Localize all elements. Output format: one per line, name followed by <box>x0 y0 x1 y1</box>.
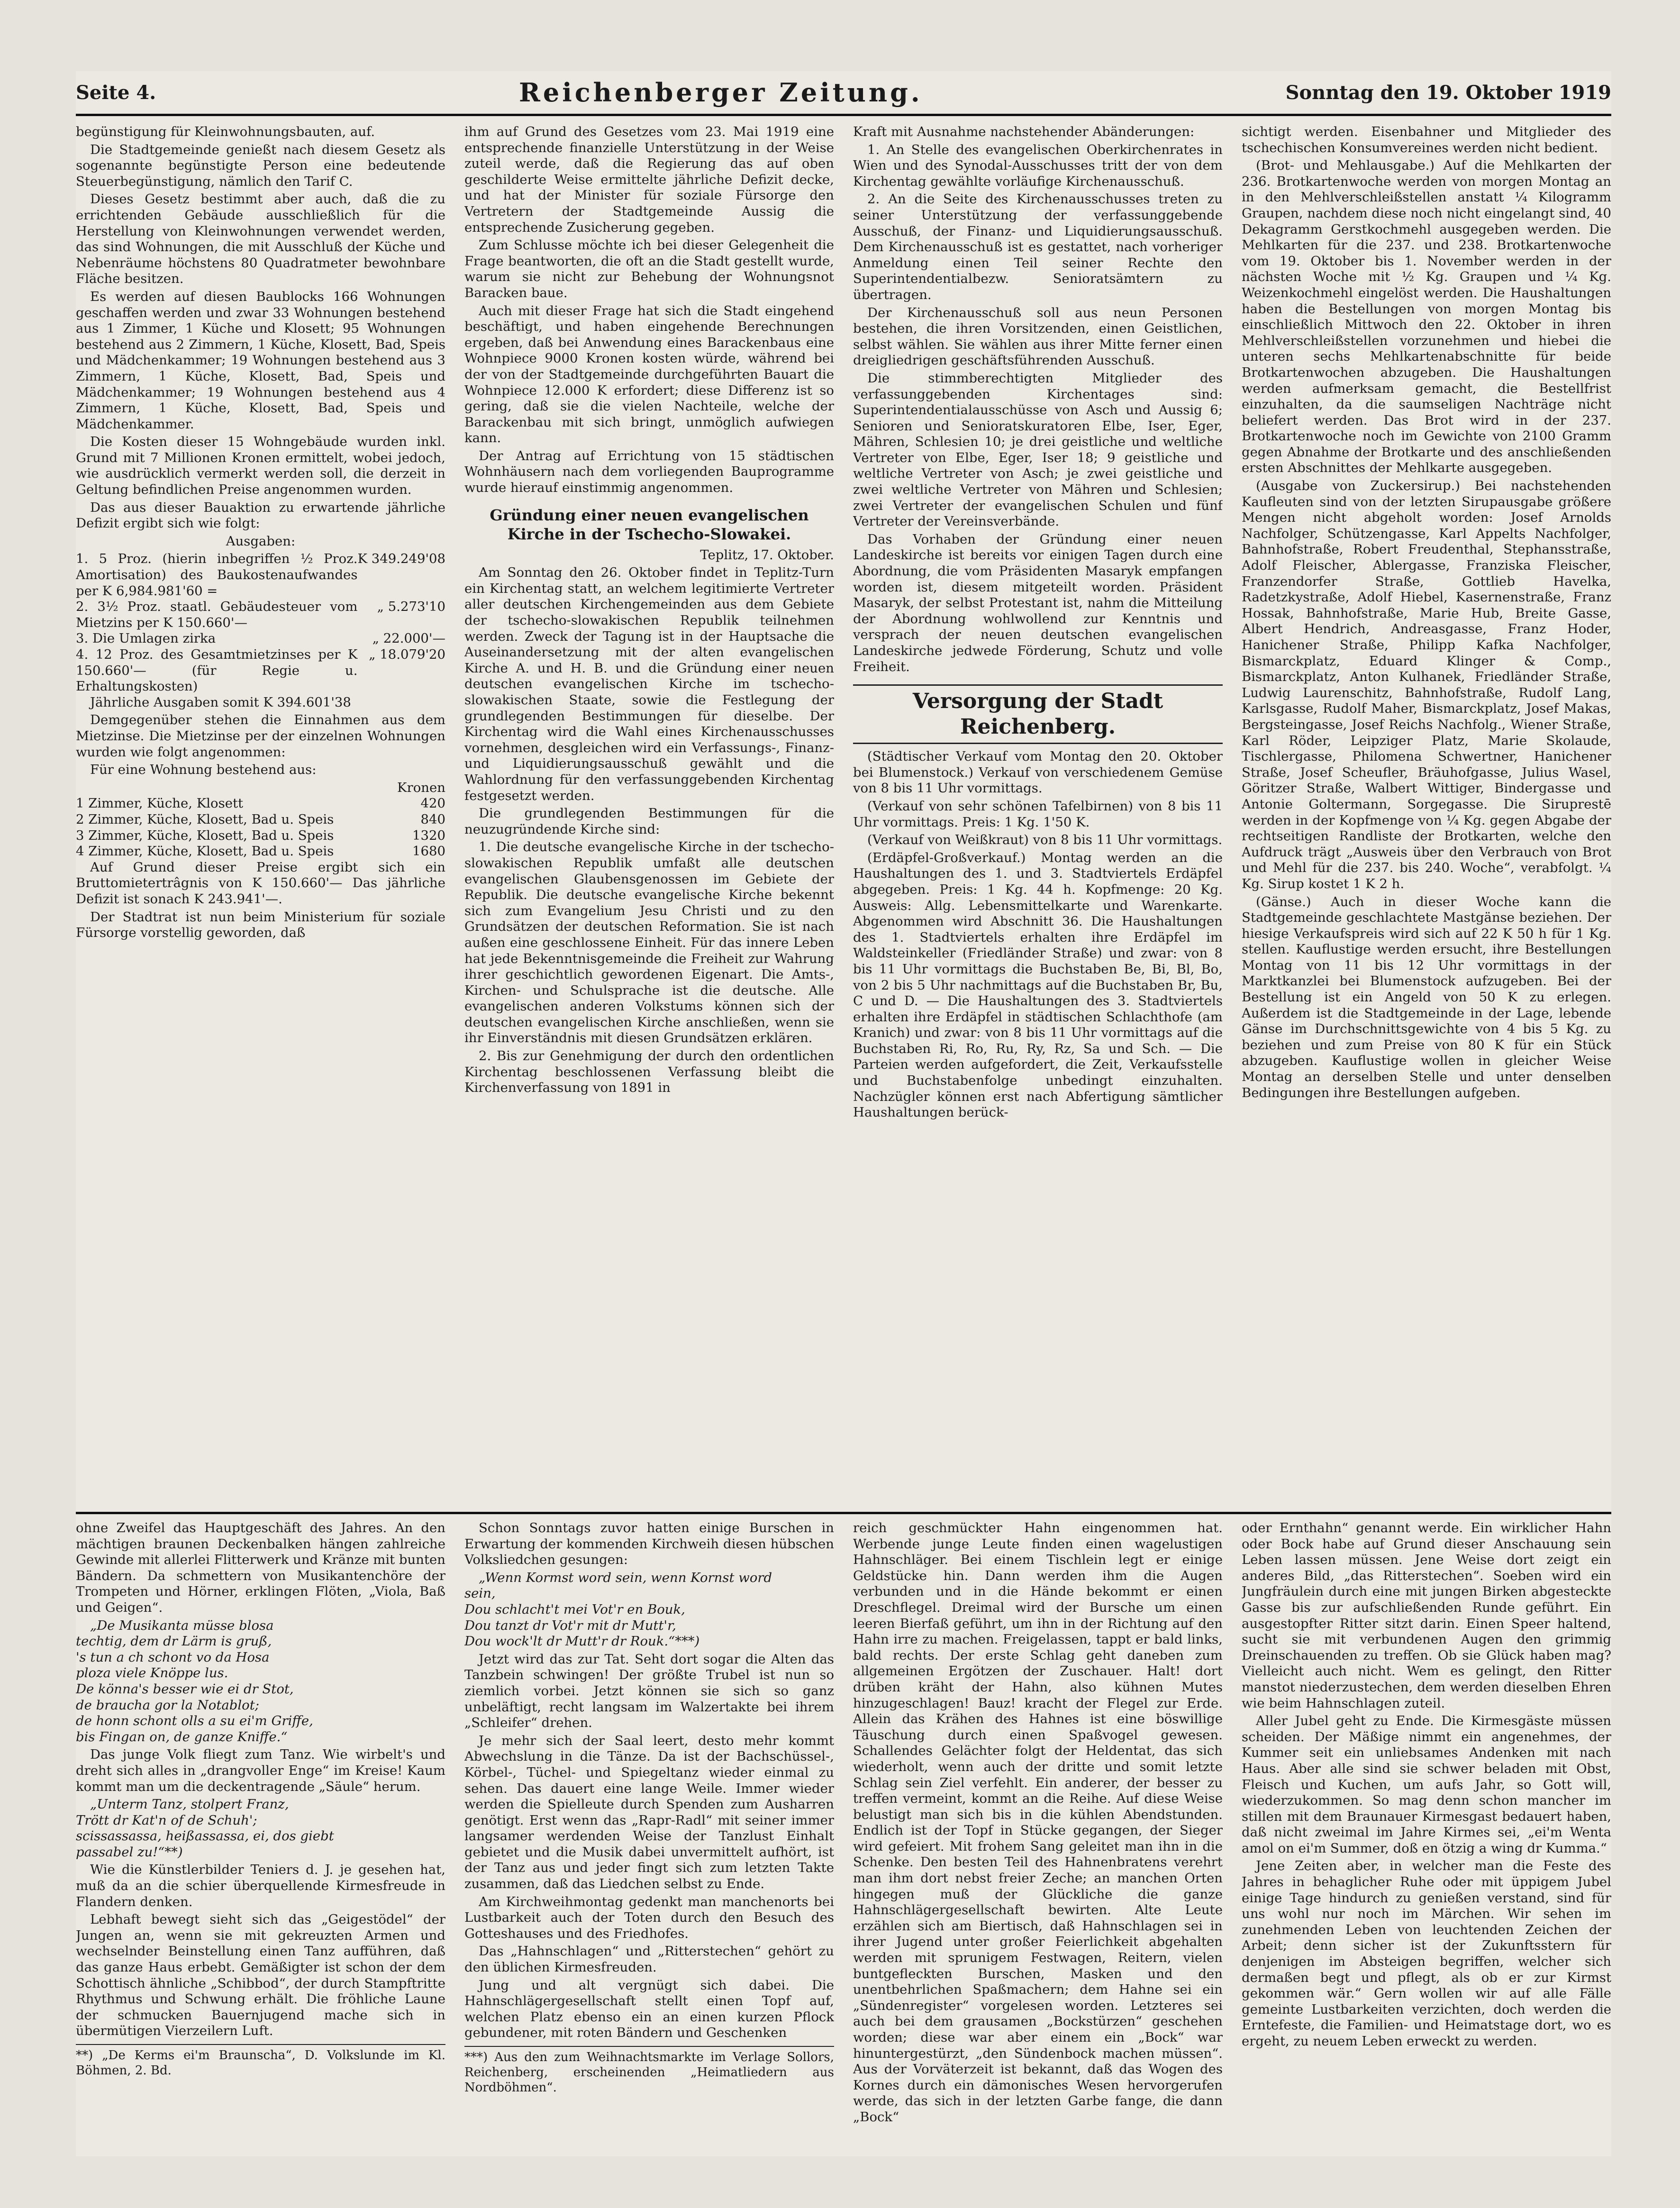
issue-date: Sonntag den 19. Oktober 1919 <box>1285 81 1611 104</box>
paragraph: (Verkauf von Weißkraut) von 8 bis 11 Uhr vormittags. <box>867 832 1223 848</box>
verse: „De Musikanta müsse blosa techtig, dem dr Lärm is gruß, 's tun a ch schont vo da Hosa ploza viele Knöppe lus. De könna's besser wie ei dr Stot, de braucha gor la Notablot; de honn schont olls a su ei'm Griffe, bis Fingan on, de ganze Kniffe.“ <box>76 1617 313 1745</box>
feuilleton-column-3 <box>853 1520 1223 2155</box>
paragraph: Am Sonntag den 26. Oktober findet in Teplitz-Turn ein Kirchentag statt, an welchem legitimierte Vertreter aller deutschen Kirchengemeinden aus dem Gebiete der tschecho-slowakischen Republik teilnehmen werden. Zweck der Tagung ist in der Hauptsache die Auseinandersetzung mit der alten evangelischen Kirche A. und H. B. und die Gründung einer neuen deutschen evangelischen Kirche im tschecho-slowakischen Staate, sowie die Festlegung der grundlegenden Bestimmungen für dieselbe. Der Kirchentag wird die Wahl eines Kirchenausschusses vornehmen, desgleichen wird ein Verfassungs-, Finanz- und Liquidierungsausschuß gewählt und die Wahlordnung für den verfassunggebenden Kirchentag festgesetzt werden. <box>464 565 834 803</box>
table-cell: „ 18.079'20 <box>369 647 445 662</box>
footnote: **) „De Kerms ei'm Braunscha“, D. Volkslunde im Kl. Böhmen, 2. Bd. <box>76 2044 445 2078</box>
paragraph: Das aus dieser Bauaktion zu erwartende jährliche Defizit ergibt sich wie folgt: <box>76 500 445 531</box>
paragraph: Das Vorhaben der Gründung einer neuen Landeskirche ist bereits vor einigen Tagen durch eine Abordnung, die vom Präsidenten Masaryk empfangen worden ist, diesem mitgeteilt worden. Präsident Masaryk, der selbst Protestant ist, nahm die Mitteilung der Abordnung wohlwollend zur Kenntnis und versprach der neuen deutschen evangelischen Landeskirche jedwede Förderung, Schutz und volle Freiheit. <box>853 531 1223 674</box>
paragraph: oder Ernthahn“ genannt werde. Ein wirklicher Hahn oder Bock habe auf Grund dieser Anschauung sein Leben lassen müssen. Jene Weise dort zeigt ein anderes Bild, „das Ritterstechen“. Soeben wird ein Jungfräulein durch eine mit jungen Birken abgesteckte Gasse bis zur aufschließenden Runde geführt. Ein ausgestopfter Ritter sitzt darin. Einen Speer haltend, sucht sie mit verbundenen Augen den grimmig Dreinschauenden zu treffen. Ob sie Glück haben mag? Vielleicht auch nicht. Wem es gelingt, den Ritter manstot niederzustechen, dem werden dieselben Ehren wie beim Hahnschlagen zuteil. <box>1242 1520 1611 1711</box>
paragraph: Der Antrag auf Errichtung von 15 städtischen Wohnhäusern nach dem vorliegenden Bauprogramme wurde hierauf einstimmig angenommen. <box>464 448 834 496</box>
paragraph: Es werden auf diesen Baublocks 166 Wohnungen geschaffen werden und zwar 33 Wohnungen bestehend aus 1 Zimmer, 1 Küche und Klosett; 95 Wohnungen bestehend aus 2 Zimmern, 1 Küche, Klosett, Bad, Speis und Mädchenkammer; 19 Wohnungen bestehend aus 3 Zimmern, 1 Küche, Klosett, Bad, Speis und Mädchenkammer; 19 Wohnungen bestehend aus 4 Zimmern, 1 Küche, Klosett, Bad, Speis und Mädchenkammer. <box>76 289 445 432</box>
table-cell: 3 Zimmer, Küche, Klosett, Bad u. Speis <box>76 827 334 843</box>
table-cell: K 349.249'08 <box>357 551 445 567</box>
paragraph: Je mehr sich der Saal leert, desto mehr kommt Abwechslung in die Tänze. Da ist der Bachschüssel-, Körbel-, Tüchel- und Spiegeltanz wieder einmal zu sehen. Das dauert eine lange Weile. Immer wieder werden die Spielleute durch Spenden zum Ausharren genötigt. Erst wenn das „Rapr-Radl“ mit seiner immer langsamer werdenden Weise der Tanzlust Einhalt gebietet und die Musik dabei unvermittelt aufhört, ist der Tanz aus und jeder fingt sich zum letzten Takte zusammen, daß das Liedchen selbst zu Ende. <box>464 1733 834 1892</box>
table-row <box>76 828 445 844</box>
column-2 <box>464 124 834 1506</box>
paragraph: Das junge Volk fliegt zum Tanz. Wie wirbelt's und dreht sich alles in „drangvoller Enge“ im Kreise! Kaum kommt man um die deckentragende „Säule“ herum. <box>76 1747 445 1794</box>
paragraph: Die stimmberechtigten Mitglieder des verfassunggebenden Kirchentages sind: Superintendentialausschüsse von Asch und Aussig 6; Senioren und Senioratskuratoren Elbe, Iser, Eger, Mähren, Schlesien 10; je drei geistliche und weltliche Vertreter von Elbe, Eger, Iser 18; 9 geistliche und weltliche Vertreter von Asch; je zwei geistliche und zwei weltliche Vertreter von Mähren und Schlesien; zwei Vertreter der evangelischen Schulen und fünf Vertreter der Vereinsverbände. <box>853 370 1223 529</box>
paragraph: Lebhaft bewegt sieht sich das „Geigestödel“ der Jungen an, wenn sie mit gekreuzten Armen und wechselnder Beinstellung einen Tanz aufführen, daß das ganze Haus erbebt. Gemäßigter ist schon der dem Schottisch ähnliche „Schibbod“, der durch Stampftritte Rhythmus und Schwung erhält. Die fröhliche Laune der schmucken Bauernjugend mache sich in übermütigen Vierzeilern Luft. <box>76 1912 445 2039</box>
paragraph: Dieses Gesetz bestimmt aber auch, daß die zu errichtenden Gebäude ausschließlich für die Herstellung von Kleinwohnungen verwendet werden, das sind Wohnungen, die mit Ausschluß der Küche und Nebenräume höchstens 80 Quadratmeter bewohnbare Fläche besitzen. <box>76 191 445 287</box>
paragraph: Jetzt wird das zur Tat. Seht dort sogar die Alten das Tanzbein schwingen! Der größte Trubel ist nun so ziemlich vorbei. Jetzt können sie sich so ganz unbeläftigt, recht langsam im Walzertakte bei ihrem „Schleifer“ drehen. <box>464 1651 834 1731</box>
table-row <box>76 812 445 828</box>
verse: „Wenn Kormst word sein, wenn Kornst word sein, Dou schlacht't mei Vot'r en Bouk, Dou tanzt dr Vot'r mit dr Mutt'r, Dou wock'lt dr Mutt'r dr Rouk.“***) <box>464 1570 772 1649</box>
newspaper-title: Reichenberger Zeitung. <box>518 77 923 108</box>
table-row <box>76 796 445 812</box>
paragraph: Die Stadtgemeinde genießt nach diesem Gesetz als sogenannte begünstigte Person eine bedeutende Steuerbegünstigung, nämlich den Tarif C. <box>76 142 445 189</box>
table-cell: 3. Die Umlagen zirka <box>76 631 216 646</box>
table-row <box>76 844 445 860</box>
newspaper-page <box>76 71 1611 2156</box>
article-heading: Versorgung der Stadt Reichenberg. <box>853 684 1223 744</box>
table-row <box>76 647 445 695</box>
column-4 <box>1242 124 1611 1506</box>
feuilleton-column-2 <box>464 1520 834 2155</box>
paragraph: (Städtischer Verkauf vom Montag den 20. Oktober bei Blumenstock.) Verkauf von verschiedenem Gemüse von 8 bis 11 Uhr vormittags. <box>853 749 1223 796</box>
table-row <box>76 599 445 631</box>
table-cell: „ 22.000'— <box>372 631 445 646</box>
paragraph: Jung und alt vergnügt sich dabei. Die Hahnschlägergesellschaft stellt einen Topf auf, welchen Platz ebenso ein an einen kurzen Pflock gebundener, mit roten Bändern und Geschenken <box>464 1977 834 2041</box>
ausgaben-heading: Ausgaben: <box>226 533 296 549</box>
paragraph: 1. An Stelle des evangelischen Oberkirchenrates in Wien und des Synodal-Ausschusses tritt der von dem Kirchentag gewählte vorläufige Kirchenausschuß. <box>853 142 1223 189</box>
table-cell: 1 Zimmer, Küche, Klosett <box>76 796 244 811</box>
paragraph: Der Stadtrat ist nun beim Ministerium für soziale Fürsorge vorstellig geworden, daß <box>76 909 445 941</box>
paragraph: 2. An die Seite des Kirchenausschusses treten zu seiner Unterstützung der verfassunggebende Ausschuß, der Finanz- und Liquidierungsausschuß. Dem Kirchenausschuß ist es gestattet, nach vorheriger Anmeldung einen Teil seiner Rechte den Superintendentialbezw. Senioratsämtern zu übertragen. <box>853 191 1223 302</box>
table-cell: 2 Zimmer, Küche, Klosett, Bad u. Speis <box>76 811 334 827</box>
paragraph: Zum Schlusse möchte ich bei dieser Gelegenheit die Frage beantworten, die oft an die Stadt gestellt wurde, warum sie nicht zur Behebung der Wohnungsnot Baracken baue. <box>464 237 834 300</box>
paragraph: Auf Grund dieser Preise ergibt sich ein Bruttomietertrâgnis von K 150.660'— Das jährliche Defizit ist sonach K 243.941'—. <box>76 859 445 907</box>
dateline: Teplitz, 17. Oktober. <box>700 547 834 563</box>
paragraph: (Verkauf von sehr schönen Tafelbirnen) von 8 bis 11 Uhr vormittags. Preis: 1 Kg. 1'50 K. <box>853 798 1223 830</box>
table-cell <box>76 780 387 796</box>
page-number: Seite 4. <box>76 81 156 104</box>
table-cell: 1320 <box>412 827 445 843</box>
paragraph: (Gänse.) Auch in dieser Woche kann die Stadtgemeinde geschlachtete Mastgänse beziehen. Der hiesige Verkaufspreis wird sich auf 22 K 50 h für 1 Kg. stellen. Kauflustige werden ersucht, ihre Bestellungen Montag von 11 bis 12 Uhr vormittags in der Marktkanzlei bei Blumenstock aufzugeben. Bei der Bestellung ist ein Angeld von 50 K zu erlegen. Außerdem ist die Stadtgemeinde in der Lage, lebende Gänse im Durchschnittsgewichte von 4 bis 5 Kg. zu beziehen und zum Preise von 80 K für ein Stück abzugeben. Kauflustige wollen in gleicher Weise Montag an derselben Stelle und unter denselben Bedingungen ihre Bestellungen aufgeben. <box>1242 894 1611 1100</box>
table-cell: 420 <box>420 796 445 811</box>
paragraph: Wie die Künstlerbilder Teniers d. J. je gesehen hat, muß da an die schier überquellende Kirmesfreude in Flandern denken. <box>76 1862 445 1909</box>
masthead <box>76 71 1611 116</box>
wohnungen-table <box>76 780 445 860</box>
footnote: ***) Aus den zum Weihnachtsmarkte im Verlage Sollors, Reichenberg, erscheinenden „Heimatliedern aus Nordböhmen“. <box>464 2046 834 2095</box>
table-header: Kronen <box>397 780 445 795</box>
bottom-columns <box>76 1520 1611 2155</box>
feuilleton-column-4 <box>1242 1520 1611 2155</box>
paragraph: Schon Sonntags zuvor hatten einige Burschen in Erwartung der kommenden Kirchweih diesen hübschen Volksliedchen gesungen: <box>464 1520 834 1568</box>
feuilleton-column-1 <box>76 1520 445 2155</box>
paragraph: Jährliche Ausgaben somit K 394.601'38 <box>90 694 351 710</box>
paragraph: Demgegenüber stehen die Einnahmen aus dem Mietzinse. Die Mietzinse per der einzelnen Wohnungen wurden wie folgt angenommen: <box>76 712 445 760</box>
feuilleton-divider <box>76 1512 1611 1514</box>
paragraph: Jene Zeiten aber, in welcher man die Feste des Jahres in behaglicher Ruhe oder mit üppigem Jubel einige Tage hindurch zu genießen verstand, sind für uns wohl nur noch im Märchen. Wir sehen im zunehmenden Leben von leuchtenden Zeichen der Arbeit; denn sicher ist der Zukunftsstern für denjenigen im Absteigen begriffen, welcher sich dermaßen begt und pflegt, als ob er zur Kirmst gekommen wär.“ Gern wollen wir auf alle Fälle gemeinte Lustbarkeiten verzichten, doch werden die Erntefeste, die Familien- und Heimatstage dort, wo es ergeht, zu neuem Leben erweckt zu werden. <box>1242 1858 1611 2049</box>
paragraph: Auch mit dieser Frage hat sich die Stadt eingehend beschäftigt, und haben eingehende Berechnungen ergeben, daß bei Anwendung eines Barackenbaus eine Wohnpiece 9000 Kronen kosten würde, während bei der von der Stadtgemeinde durchgeführten Bauart die Wohnpiece 12.000 K erfordert; diese Differenz ist so gering, daß sie die vielen Nachteile, welche der Barackenbau mit sich bringt, unmöglich aufwiegen kann. <box>464 303 834 446</box>
table-cell: 1680 <box>412 844 445 859</box>
ausgaben-table <box>76 551 445 694</box>
top-columns <box>76 124 1611 1506</box>
column-1 <box>76 124 445 1506</box>
verse: „Unterm Tanz, stolpert Franz, Trött dr Kat'n of de Schuh'; scissassassa, heißassassa, ei, dos giebt passabel zu!“**) <box>76 1797 334 1860</box>
table-cell: 4. 12 Proz. des Gesamtmietzinses per K 150.660'— (für Regie u. Erhaltungskosten) <box>76 647 358 694</box>
paragraph: Aller Jubel geht zu Ende. Die Kirmesgäste müssen scheiden. Der Mäßige nimmt ein angenehmes, der Kummer seit ein unliebsames Andenken mit nach Haus. Aber alle sind sie schwer beladen mit Obst, Fleisch und Kuchen, um aufs Jahr, so Gott will, wiederzukommen. So mag denn schon mancher im stillen mit dem Braunauer Kirmesgast bedauert haben, daß nicht zweimal im Jahre Kirmes sei, „ei'm Wenta amol on ei'm Summer, doß en ötzig a wing dr Kumma.“ <box>1242 1713 1611 1856</box>
paragraph: (Erdäpfel-Großverkauf.) Montag werden an die Haushaltungen des 1. und 3. Stadtviertels Erdäpfel abgegeben. Preis: 1 Kg. 44 h. Kopfmenge: 20 Kg. Ausweis: Allg. Lebensmittelkarte und Warenkarte. Abgenommen wird Abschnitt 36. Die Haushaltungen des 1. Stadtviertels erhalten ihre Erdäpfel im Waldsteinkeller (Friedländer Straße) und zwar: von 8 bis 11 Uhr vormittags die Buchstaben Be, Bi, Bl, Bo, von 2 bis 5 Uhr nachmittags auf die Buchstaben Br, Bu, C und D. — Die Haushaltungen des 3. Stadtviertels erhalten ihre Erdäpfel in städtischen Schlachthofe (am Kranich) und zwar: von 8 bis 11 Uhr vormittags auf die Buchstaben Ri, Ro, Ru, Ry, Rz, Sa und Sch. — Die Parteien werden aufgefordert, die Zeit, Verkaufsstelle und Buchstabenfolge unbedingt einzuhalten. Nachzügler können erst nach Abfertigung sämtlicher Haushaltungen berück- <box>853 850 1223 1120</box>
paragraph: 2. Bis zur Genehmigung der durch den ordentlichen Kirchentag beschlossenen Verfassung bleibt die Kirchenverfassung von 1891 in <box>464 1048 834 1096</box>
paragraph: (Ausgabe von Zuckersirup.) Bei nachstehenden Kaufleuten sind von der letzten Sirupausgabe größere Mengen nicht abgeholt worden: Josef Arnolds Nachfolger, Schützengasse, Karl Appelts Nachfolger, Bahnhofstraße, Robert Freudenthal, Stephansstraße, Adolf Fleischer, Ablergasse, Franziska Fleischer, Franzendorfer Straße, Gottlieb Havelka, Radetzkystraße, Adolf Hiebel, Kasernenstraße, Franz Hossak, Bahnhofstraße, Marie Hub, Breite Gasse, Albert Hendrich, Andreasgasse, Franz Hoder, Hanichener Straße, Philipp Kafka Nachfolger, Bismarckplatz, Eduard Klinger & Comp., Bismarckplatz, Anton Kulhanek, Friedländer Straße, Ludwig Laurenschitz, Bahnhofstraße, Rudolf Lang, Karlsgasse, Rudolf Maher, Bismarckplatz, Josef Makas, Bergsteingasse, Josef Reichs Nachfolg., Wiener Straße, Karl Röder, Leipziger Platz, Marie Skolaude, Tischlergasse, Philomena Schwertner, Hanichener Straße, Josef Scheufler, Bräuhofgasse, Julius Wasel, Göritzer Straße, Walbert Wittiger, Bindergasse und Antonie Goltermann, Sorgegasse. Die Siruprestē werden in der Kopfmenge von ¼ Kg. gegen Abgabe der rechtseitigen Randliste der Brotkarten, welche den Aufdruck trägt „Ausweis über den Verbrauch von Brot und Mehl für die 237. bis 240. Woche“, verabfolgt. ¼ Kg. Sirup kostet 1 K 2 h. <box>1242 478 1611 891</box>
table-cell: „ 5.273'10 <box>377 599 445 615</box>
paragraph: Am Kirchweihmontag gedenkt man manchenorts bei Lustbarkeit auch der Toten durch den Besuch des Gotteshauses und des Friedhofes. <box>464 1894 834 1941</box>
table-cell: 1. 5 Proz. (hierin inbegriffen ½ Proz. Amortisation) des Baukostenaufwandes per K 6,984.981'60 = <box>76 551 358 599</box>
table-row <box>76 780 445 796</box>
table-row <box>76 631 445 647</box>
paragraph: reich geschmückter Hahn eingenommen hat. Werbende junge Leute finden einen wagelustigen Hahnschläger. Bei einem Tischlein legt er einige Geldstücke hin. Dann werden ihm die Augen verbunden und in die Hände bekommt er einen Dreschflegel. Dreimal wird der Bursche um einen leeren Bierfaß geführt, um ihn in der Richtung auf den Hahn irre zu machen. Freigelassen, tappt er bald links, bald rechts. Der erste Schlag geht daneben zum allgemeinen Ergötzen der Zuschauer. Halt! dort drüben kräht der Hahn, also kühnen Mutes hinzugeschlagen! Bauz! kracht der Flegel zur Erde. Allein das Krähen des Hahnes ist eine böswillige Täuschung durch einen Spaßvogel gewesen. Schallendes Gelächter folgt der Heldentat, das sich wiederholt, wenn auch der dritte und somit letzte Schlag sein Ziel verfehlt. Ein anderer, der besser zu treffen vermeint, kommt an die Reihe. Auf diese Weise belustigt man sich bis in die kühlen Abendstunden. Endlich ist der Topf in Stücke gegangen, der Sieger wird gefeiert. Mit frohem Sang geleitet man ihn in die Schenke. Den besten Teil des Hahnenbratens verehrt man ihm dort nebst freier Zeche; an manchen Orten hingegen muß der Glückliche die ganze Hahnschlägergesellschaft bewirten. Alte Leute erzählen sich am Biertisch, daß Hahnschlagen sei in ihrer Jugend unter großer Feierlichkeit abgehalten werden mit sprunigem Festwagen, Reitern, vielen buntgefleckten Burschen, Masken und den unentbehrlichen Spaßmachern; dem Hahne sei ein „Sündenregister“ vorgelesen worden. Letzteres sei auch bei dem grausamen „Bockstürzen“ geschehen worden; diese war aber einem ein „Bock“ war hinuntergestürzt, „den Sündenbock machen müssen“. Aus der Vorväterzeit ist bekannt, daß das Wogen des Kornes durch ein dämonisches Wesen hervorgerufen werde, das sich in der letzten Garbe fange, die dann „Bock“ <box>853 1520 1223 2125</box>
table-cell: 840 <box>420 811 445 827</box>
paragraph: Die Kosten dieser 15 Wohngebäude wurden inkl. Grund mit 7 Millionen Kronen ermittelt, wobei jedoch, wie ausdrücklich vermerkt werden soll, die derzeit in Geltung befindlichen Preise angenommen wurden. <box>76 434 445 498</box>
paragraph: Für eine Wohnung bestehend aus: <box>90 762 317 778</box>
table-cell: 2. 3½ Proz. staatl. Gebäudesteuer vom Mietzins per K 150.660'— <box>76 599 358 630</box>
column-3 <box>853 124 1223 1506</box>
paragraph: Der Kirchenausschuß soll aus neun Personen bestehen, die ihren Vorsitzenden, einen Geistlichen, selbst wählen. Sie wählen aus ihrer Mitte ferner einen dreigliedrigen geschäftsführenden Ausschuß. <box>853 305 1223 368</box>
paragraph: ohne Zweifel das Hauptgeschäft des Jahres. An den mächtigen braunen Deckenbalken hängen zahlreiche Gewinde mit allerlei Flitterwerk und Kränze mit bunten Bändern. Da schmettern von Musikantenchöre der Trompeten und Hörner, erklingen Flöten, „Viola, Baß und Geigen“. <box>76 1520 445 1615</box>
paragraph: (Brot- und Mehlausgabe.) Auf die Mehlkarten der 236. Brotkartenwoche werden von morgen Montag an in den Mehlverschleißstellen anstatt ¼ Kilogramm Graupen, nachdem diese noch nicht eingelangt sind, 40 Dekagramm Gerstkochmehl ausgegeben werden. Die Mehlkarten für die 237. und 238. Brotkartenwoche vom 19. Oktober bis 1. November werden in der nächsten Woche mit ½ Kg. Graupen und ¼ Kg. Weizenkochmehl eingelöst werden. Die Haushaltungen haben die Bestellungen von morgen Montag bis einschließlich Mittwoch den 22. Oktober in ihren Mehlverschleißstellen vorzunehmen und hiebei die unteren sechs Mehlkartenabschnitte für beide Brotkartenwochen abzugeben. Die Haushaltungen werden aufmerksam gemacht, die Bestellfrist einzuhalten, da die saumseligen Nachträge nicht beliefert werden. Das Brot wird in der 237. Brotkartenwoche noch im Gewichte von 2100 Gramm gegen Abnahme der Brotkarte und des anschließenden ersten Abschnittes der Mehlkarte ausgegeben. <box>1242 158 1611 476</box>
paragraph: Die grundlegenden Bestimmungen für die neuzugründende Kirche sind: <box>464 806 834 837</box>
paragraph: 1. Die deutsche evangelische Kirche in der tschecho-slowakischen Republik umfaßt alle deutschen evangelischen Glaubensgenossen im Gebiete der Republik. Die deutsche evangelische Kirche bekennt sich zum Evangelium Jesu Christi und zu den Grundsätzen der deutschen Reformation. Sie ist nach außen eine geschlossene Einheit. Für das innere Leben hat jede Bekenntnisgemeinde die Freiheit zur Wahrung ihrer geschichtlich gewordenen Eigenart. Die Amts-, Kirchen- und Schulsprache ist die deutsche. Alle evangelischen anderen Volkstums können sich der deutschen evangelischen Kirche anschließen, wenn sie ihr Einverständnis mit diesen Grundsätzen erklären. <box>464 839 834 1046</box>
table-row <box>76 551 445 599</box>
paragraph: ihm auf Grund des Gesetzes vom 23. Mai 1919 eine entsprechende finanzielle Unterstützung in der Weise zuteil werde, daß die Regierung das auf oben geschilderte Weise ermittelte jährliche Defizit decke, und hat der Minister für soziale Fürsorge den Vertretern der Stadtgemeinde Aussig die entsprechende Zusicherung gegeben. <box>464 124 834 235</box>
table-cell: 4 Zimmer, Küche, Klosett, Bad u. Speis <box>76 844 334 859</box>
article-heading: Gründung einer neuen evangelischen Kirche in der Tschecho-Slowakei. <box>490 506 809 543</box>
paragraph: Das „Hahnschlagen“ und „Ritterstechen“ gehört zu den üblichen Kirmesfreuden. <box>464 1944 834 1975</box>
paragraph: sichtigt werden. Eisenbahner und Mitglieder des tschechischen Konsumvereines werden nicht bedient. <box>1242 124 1611 155</box>
paragraph: Kraft mit Ausnahme nachstehender Abänderungen: <box>853 124 1195 139</box>
paragraph: begünstigung für Kleinwohnungsbauten, auf. <box>76 124 375 139</box>
